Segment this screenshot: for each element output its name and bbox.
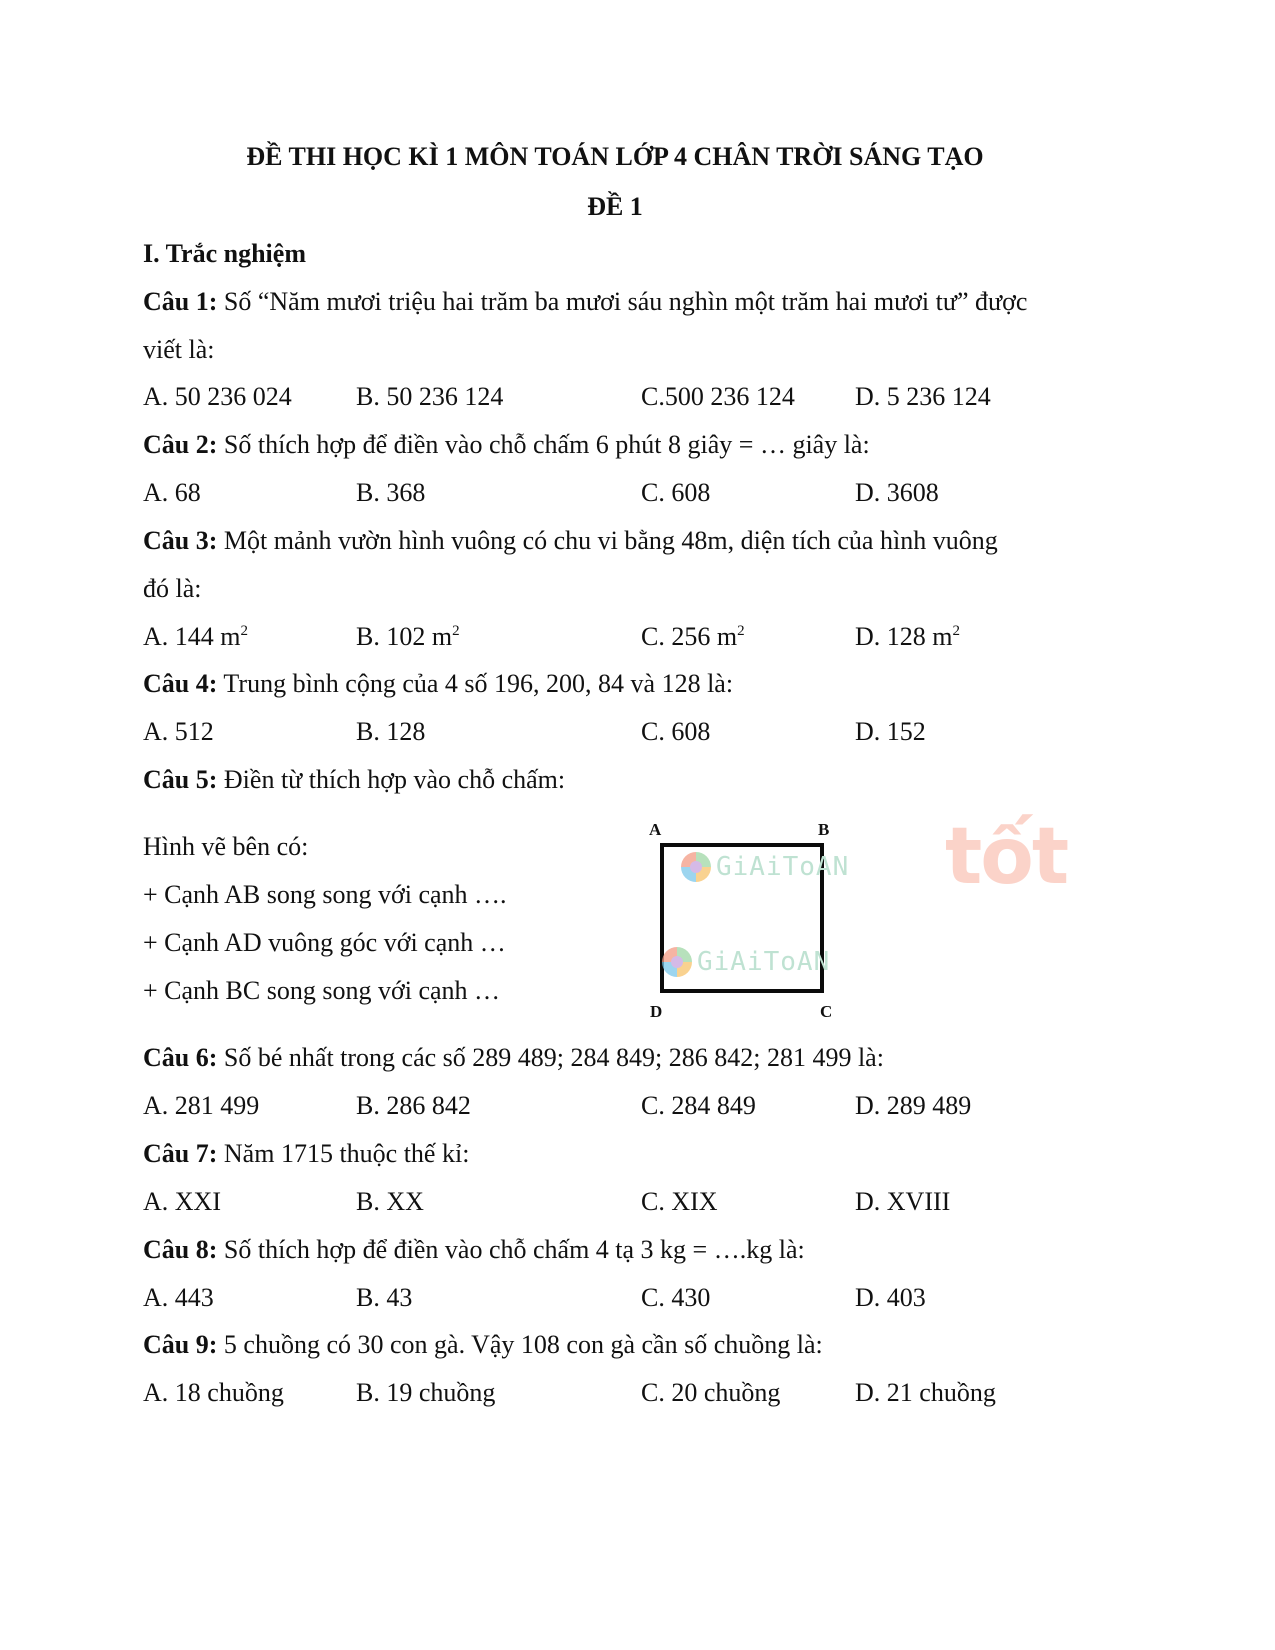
- question-1-continued: viết là:: [143, 335, 215, 364]
- question-text: Số bé nhất trong các số 289 489; 284 849; 286 842; 281 499 là:: [217, 1043, 884, 1072]
- option-b: B. 368: [356, 478, 426, 507]
- option-c: C. 608: [641, 717, 711, 746]
- question-label: Câu 8:: [143, 1235, 218, 1264]
- option-a: A. XXI: [143, 1187, 221, 1216]
- option-c: C. 430: [641, 1283, 711, 1312]
- question-4: [143, 669, 733, 699]
- question-text: Trung bình cộng của 4 số 196, 200, 84 và 128 là:: [217, 669, 734, 698]
- option-a: A. 281 499: [143, 1091, 260, 1120]
- exam-title: ĐỀ THI HỌC KÌ 1 MÔN TOÁN LỚP 4 CHÂN TRỜI SÁNG TẠO: [246, 142, 984, 171]
- question-8: [143, 1235, 805, 1265]
- option-c: C. 284 849: [641, 1091, 756, 1120]
- giaitoan-logo-icon: [681, 852, 711, 882]
- option-c: C. 608: [641, 478, 711, 507]
- option-d: D. 21 chuồng: [855, 1378, 996, 1407]
- exam-subtitle: ĐỀ 1: [587, 192, 643, 221]
- option-a: A. 68: [143, 478, 201, 507]
- option-d: D. 289 489: [855, 1091, 972, 1120]
- question-label: Câu 6:: [143, 1043, 218, 1072]
- question-label: Câu 3:: [143, 526, 218, 555]
- question-text: Số thích hợp để điền vào chỗ chấm 4 tạ 3 kg = ….kg là:: [217, 1235, 805, 1264]
- option-b: B. 102 $m^2$: [356, 622, 460, 651]
- question-label: Câu 1:: [143, 287, 218, 316]
- section-heading: I. Trắc nghiệm: [143, 239, 306, 268]
- question-text: Một mảnh vườn hình vuông có chu vi bằng 48m, diện tích của hình vuông: [217, 526, 998, 555]
- giaitoan-logo-icon: [662, 947, 692, 977]
- fill-item-2: + Cạnh AD vuông góc với cạnh …: [143, 928, 506, 957]
- vertex-label-d: D: [650, 1002, 663, 1021]
- option-d: D. 3608: [855, 478, 939, 507]
- watermark-text: GiAiToAN: [716, 852, 850, 882]
- question-label: Câu 4:: [143, 669, 218, 698]
- question-text: 5 chuồng có 30 con gà. Vậy 108 con gà cần số chuồng là:: [217, 1330, 823, 1359]
- question-7: [143, 1139, 469, 1169]
- option-a: A. 144 $m^2$: [143, 622, 248, 651]
- option-b: B. XX: [356, 1187, 424, 1216]
- question-5: [143, 765, 565, 795]
- question-9: [143, 1330, 823, 1360]
- option-c: C.500 236 124: [641, 382, 795, 411]
- question-label: Câu 5:: [143, 765, 218, 794]
- fill-item-3: + Cạnh BC song song với cạnh …: [143, 976, 501, 1005]
- question-1: [143, 287, 1027, 317]
- option-b: B. 128: [356, 717, 426, 746]
- option-c: C. 20 chuồng: [641, 1378, 781, 1407]
- option-a: A. 18 chuồng: [143, 1378, 284, 1407]
- vertex-label-a: A: [649, 820, 662, 839]
- tot-watermark: tốt: [945, 812, 1068, 902]
- option-d: D. 128 $m^2$: [855, 622, 960, 651]
- option-b: B. 19 chuồng: [356, 1378, 496, 1407]
- option-b: B. 43: [356, 1283, 413, 1312]
- option-c: C. XIX: [641, 1187, 718, 1216]
- option-a: A. 443: [143, 1283, 214, 1312]
- question-3-continued: đó là:: [143, 574, 202, 603]
- question-label: Câu 9:: [143, 1330, 218, 1359]
- fill-item-1: + Cạnh AB song song với cạnh ….: [143, 880, 507, 909]
- option-a: A. 50 236 024: [143, 382, 292, 411]
- question-text: Năm 1715 thuộc thế kỉ:: [217, 1139, 470, 1168]
- option-d: D. 403: [855, 1283, 926, 1312]
- question-label: Câu 2:: [143, 430, 218, 459]
- question-text: Số “Năm mươi triệu hai trăm ba mươi sáu nghìn một trăm hai mươi tư” được: [217, 287, 1028, 316]
- option-b: B. 50 236 124: [356, 382, 504, 411]
- question-label: Câu 7:: [143, 1139, 218, 1168]
- vertex-label-b: B: [818, 820, 830, 839]
- option-c: C. 256 $m^2$: [641, 622, 745, 651]
- option-b: B. 286 842: [356, 1091, 471, 1120]
- question-6: [143, 1043, 884, 1073]
- question-2: [143, 430, 870, 460]
- vertex-label-c: C: [820, 1002, 833, 1021]
- figure-intro: Hình vẽ bên có:: [143, 832, 309, 861]
- option-d: D. XVIII: [855, 1187, 951, 1216]
- option-d: D. 5 236 124: [855, 382, 991, 411]
- watermark-text: GiAiToAN: [697, 947, 831, 977]
- question-3: [143, 526, 998, 556]
- question-text: Điền từ thích hợp vào chỗ chấm:: [217, 765, 566, 794]
- question-text: Số thích hợp để điền vào chỗ chấm 6 phút 8 giây = … giây là:: [217, 430, 870, 459]
- option-a: A. 512: [143, 717, 214, 746]
- option-d: D. 152: [855, 717, 926, 746]
